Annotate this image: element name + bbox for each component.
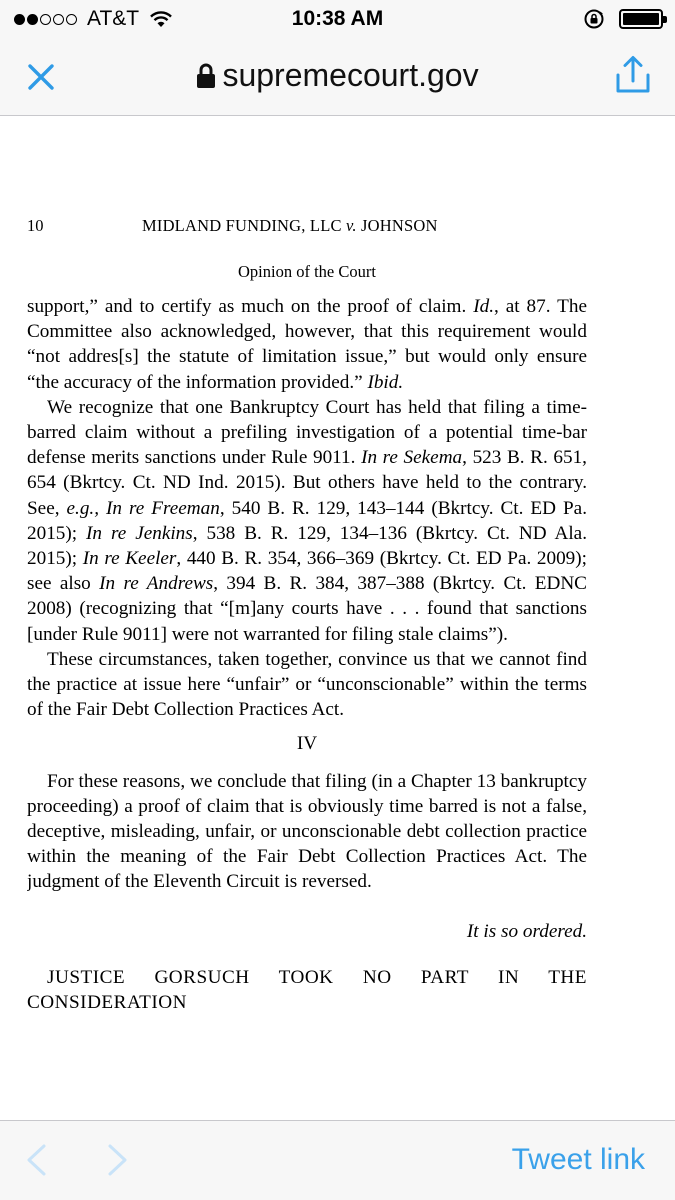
page-number: 10	[27, 216, 44, 235]
clock: 10:38 AM	[291, 7, 384, 30]
paragraph: For these reasons, we conclude that filing (in a Chapter 13 bankruptcy proceeding) a proof of claim that is obviously time barred is not a false, deceptive, misleading, unfair, or unconscionable debt collection practice within the meaning of the Fair Debt Collection Practices Act. The judgment of the Eleventh Circuit is reversed.	[27, 770, 587, 893]
opinion-label: Opinion of the Court	[238, 262, 376, 281]
part-heading: IV	[296, 733, 318, 755]
bottom-toolbar	[0, 1120, 675, 1200]
paragraph: support,” and to certify as much on the proof of claim. Id., at 87. The Committee also acknowledged, however, that this requirement would “not addres[s] the statute of limitation issue,” but would only ensure “the accuracy of the information provided.” Ibid.	[27, 296, 587, 393]
document-page	[27, 116, 587, 1120]
padlock-icon	[196, 63, 216, 89]
chevron-right-icon[interactable]	[104, 1143, 130, 1177]
chevron-left-icon[interactable]	[24, 1143, 50, 1177]
share-icon[interactable]	[613, 54, 653, 96]
url-display[interactable]	[0, 57, 675, 94]
status-bar	[0, 0, 675, 40]
paragraph: These circumstances, taken together, convince us that we cannot find the practice at issue here “unfair” or “unconscionable” within the terms of the Fair Debt Collection Practices Act.	[27, 648, 587, 721]
tweet-link-button[interactable]: Tweet link	[511, 1143, 645, 1176]
case-title: MIDLAND FUNDING, LLC v. JOHNSON	[142, 216, 438, 235]
status-right	[583, 8, 663, 30]
so-ordered: It is so ordered.	[466, 920, 587, 942]
browser-nav-bar	[0, 40, 675, 116]
paragraph: We recognize that one Bankruptcy Court has held that filing a time-barred claim without a prefiling investigation of a potential time-bar defense merits sanctions under Rule 9011. In re Sekema, 523 B. R. 651, 654 (Bkrtcy. Ct. ND Ind. 2015). But others have held to the contrary. See, e.g., In re Freeman, 540 B. R. 129, 143–144 (Bkrtcy. Ct. ED Pa. 2015); In re Jenkins, 538 B. R. 129, 134–136 (Bkrtcy. Ct. ND Ala. 2015); In re Keeler, 440 B. R. 354, 366–369 (Bkrtcy. Ct. ED Pa. 2009); see also In re Andrews, 394 B. R. 384, 387–388 (Bkrtcy. Ct. EDNC 2008) (recognizing that “[m]any courts have . . . found that sanctions [under Rule 9011] were not warranted for filing stale claims”).	[27, 396, 587, 645]
carrier-name: AT&T	[87, 7, 140, 30]
battery-icon	[619, 9, 663, 29]
rotation-lock-icon	[583, 8, 605, 30]
url-text: supremecourt.gov	[222, 57, 479, 93]
opinion-body	[27, 294, 587, 1015]
paragraph-cutoff: JUSTICE GORSUCH TOOK NO PART IN THE CONSIDERATION	[27, 966, 587, 1014]
